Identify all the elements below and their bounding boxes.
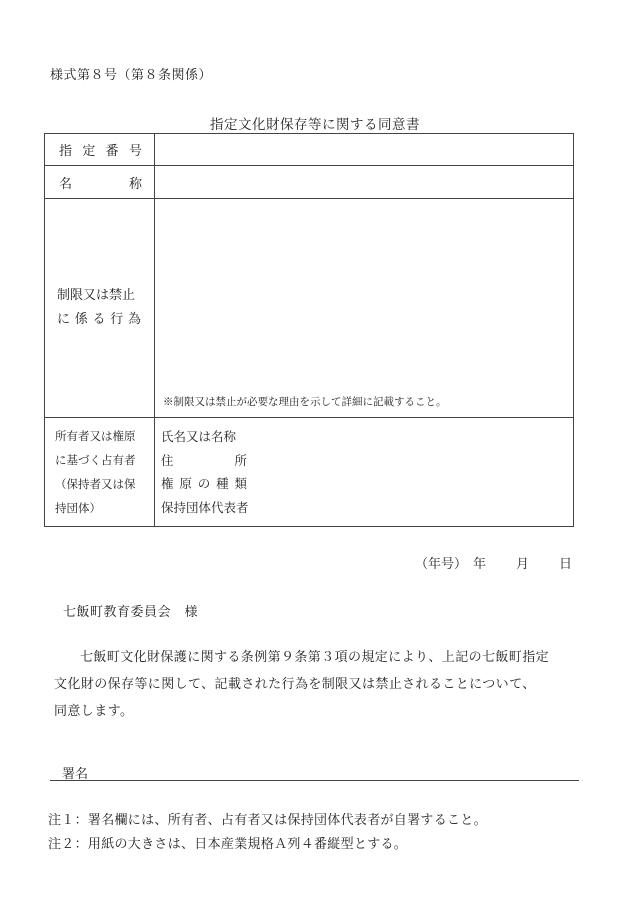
table-row-name — [45, 166, 574, 199]
footnote-2: 注２：用紙の大きさは、日本産業規格Ａ列４番縦型とする。 — [48, 837, 408, 852]
owner-name-label: 氏名又は名称 — [161, 429, 237, 444]
owner-representative-label: 保持団体代表者 — [161, 499, 249, 515]
restricted-act-field[interactable] — [155, 199, 574, 418]
owner-label: 所有者又は権原 に基づく占有者 （保持者又は保 持団体） — [45, 418, 155, 527]
date-line — [415, 553, 572, 572]
designation-number-label: 指 定 番 号 — [45, 134, 155, 166]
owner-right-type-label: 権 原 の 種 類 — [161, 476, 247, 491]
document-title: 指定文化財保存等に関する同意書 — [210, 117, 420, 133]
table-row-owner — [45, 418, 574, 527]
date-era: （年号） — [414, 557, 467, 572]
consent-form-table — [44, 133, 574, 527]
table-row-designation-number — [45, 134, 574, 166]
date-year: 年 — [472, 557, 486, 572]
name-field[interactable] — [155, 166, 574, 199]
restricted-act-note: ※制限又は禁止が必要な理由を示して詳細に記載すること。 — [163, 396, 447, 408]
signature-line[interactable] — [50, 763, 579, 781]
form-number: 様式第８号（第８条関係） — [50, 68, 213, 83]
owner-field[interactable] — [155, 418, 574, 527]
addressee: 七飯町教育委員会 様 — [63, 605, 199, 620]
date-month: 月 — [515, 557, 529, 572]
consent-body-text: 七飯町文化財保護に関する条例第９条第３項の規定により、上記の七飯町指定 文化財の保存等に関して、記載された行為を制限又は禁止されることについて、 同意します。 — [54, 650, 550, 719]
signature-label: 署名 — [62, 767, 89, 782]
table-row-restricted-act — [45, 199, 574, 418]
footnote-1: 注１：署名欄には、所有者、占有者又は保持団体代表者が自署すること。 — [48, 813, 487, 828]
name-label: 名 称 — [45, 166, 155, 199]
date-day: 日 — [558, 557, 572, 572]
restricted-act-label: 制限又は禁止 に 係 る 行 為 — [45, 199, 155, 418]
designation-number-field[interactable] — [155, 134, 574, 166]
owner-address-label: 住 所 — [161, 452, 247, 468]
